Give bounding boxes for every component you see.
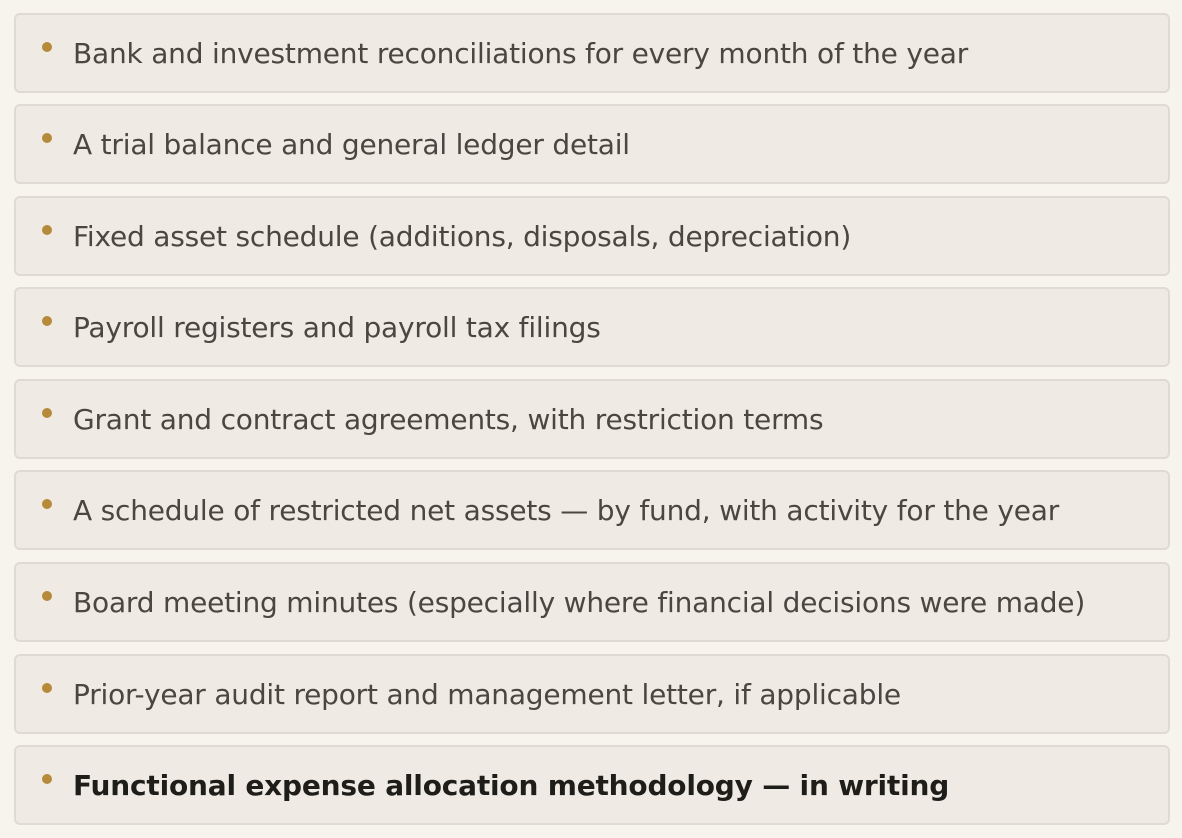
checklist-item-emphasized — [14, 745, 1170, 825]
bullet-icon — [42, 774, 52, 784]
checklist-item-text: A schedule of restricted net assets — by fund, with activity for the year — [73, 494, 1060, 527]
bullet-icon — [42, 591, 52, 601]
checklist-item — [14, 654, 1170, 734]
checklist-item-text: Functional expense allocation methodology — in writing — [73, 769, 950, 802]
checklist-item — [14, 104, 1170, 184]
bullet-icon — [42, 683, 52, 693]
bullet-icon — [42, 316, 52, 326]
checklist-item-text: Fixed asset schedule (additions, disposals, depreciation) — [73, 220, 852, 253]
checklist-item — [14, 196, 1170, 276]
bullet-icon — [42, 225, 52, 235]
bullet-icon — [42, 133, 52, 143]
checklist-item — [14, 13, 1170, 93]
checklist-item — [14, 379, 1170, 459]
checklist-item-text: Grant and contract agreements, with restriction terms — [73, 403, 824, 436]
checklist-item-text: Bank and investment reconciliations for every month of the year — [73, 37, 969, 70]
checklist-item-text: Prior-year audit report and management letter, if applicable — [73, 678, 901, 711]
checklist-item-text: A trial balance and general ledger detail — [73, 128, 630, 161]
checklist-item — [14, 562, 1170, 642]
bullet-icon — [42, 499, 52, 509]
checklist-item — [14, 287, 1170, 367]
bullet-icon — [42, 408, 52, 418]
checklist-item — [14, 470, 1170, 550]
checklist-item-text: Payroll registers and payroll tax filings — [73, 311, 601, 344]
bullet-icon — [42, 42, 52, 52]
checklist-item-text: Board meeting minutes (especially where financial decisions were made) — [73, 586, 1086, 619]
